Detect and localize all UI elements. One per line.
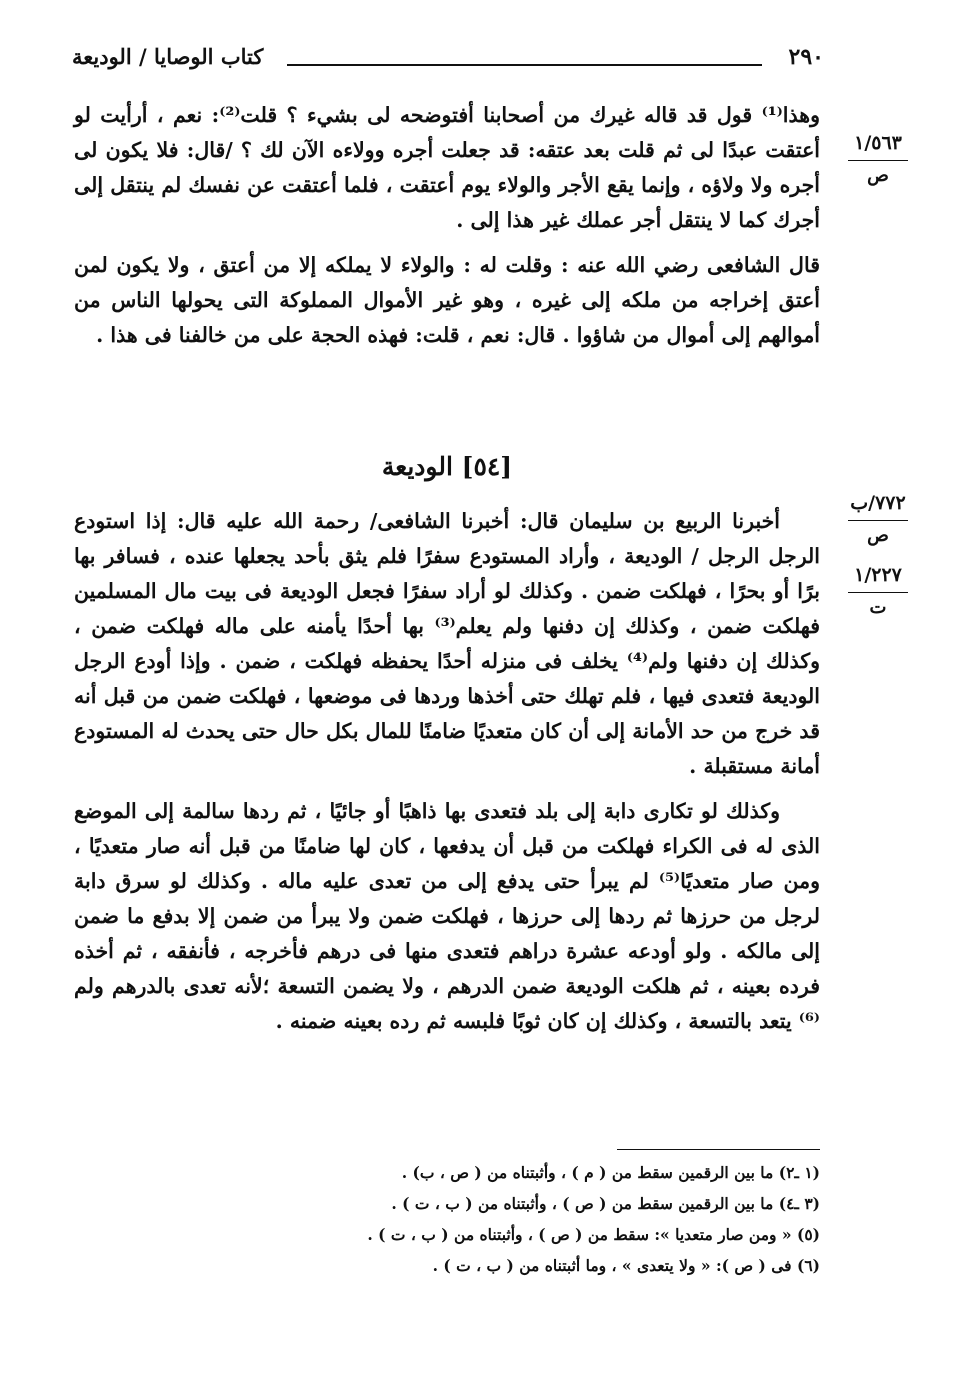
shafii-paragraph bbox=[74, 248, 820, 353]
footnote: (٦) فى ( ص ): « ولا يتعدى » ، وما أثبتناه من ( ب ، ت ) . bbox=[432, 1256, 820, 1275]
section-heading: [٥٤] الوديعة bbox=[381, 452, 513, 481]
footnote: (١ ـ٢) ما بين الرقمين سقط من ( م ) ، وأثبتناه من ( ص ، ب) . bbox=[401, 1163, 820, 1182]
running-title: كتاب الوصايا / الوديعة bbox=[72, 44, 264, 69]
margin-reference-2 bbox=[848, 490, 908, 549]
header-rule bbox=[287, 64, 762, 66]
margin-reference-3 bbox=[848, 562, 908, 621]
running-header bbox=[72, 44, 824, 80]
paragraph: وكذلك لو تكارى دابة إلى بلد فتعدى بها ذاهبًا أو جائيًا ، ثم ردها سالمة إلى الموضع الذى له فى الكراء فهلكت من قبل أن يدفعها ، كان لها ضامنًا من قبل أنه صار متعديًا ، ومن صار متعديًا⁽⁵⁾ لم يبرأ حتى يدفع إلى من تعدى عليه ماله . وكذلك لو سرق دابة لرجل من حرزها ثم ردها إلى حرزها ، فهلكت ضمن ولا يبرأ من ضمن إلا بدفع ما ضمن إلى مالكه . ولو أودعه عشرة دراهم فتعدى منها فى درهم فأخرجه ، فأنفقه ، ثم أخذه فرده بعينه ، ثم هلكت الوديعة ضمن الدرهم ، ولا يضمن التسعة ؛لأنه تعدى بالدرهم ولم ⁽⁶⁾ يتعد بالتسعة ، وكذلك إن كان ثوبًا فلبسه ثم رده بعينه ضمنه . bbox=[74, 799, 821, 1033]
paragraph-lead: قال الشافعى رضي الله عنه bbox=[577, 253, 820, 277]
footnotes bbox=[74, 1157, 820, 1281]
footnote: (٣ ـ٤) ما بين الرقمين سقط من ( ص ) ، وأثبتناه من ( ب ، ت ) . bbox=[391, 1194, 820, 1213]
paragraph: أخبرنا الربيع بن سليمان قال: أخبرنا الشافعى/ رحمة الله عليه قال: إذا استودع الرجل الرجل / الوديعة ، وأراد المستودع سفرًا فلم يثق بأحد يجعلها عنده ، فسافر بها برًا أو بحرًا ، فهلكت ضمن . وكذلك لو أراد سفرًا فجعل الوديعة فى بيت مال المسلمين فهلكت ضمن ، وكذلك إن دفنها ولم يعلم⁽³⁾ بها أحدًا يأمنه على ماله فهلكت ضمن ، وكذلك إن دفنها ولم⁽⁴⁾ يخلف فى منزله أحدًا يحفظه فهلكت ، ضمن . وإذا أودع الرجل الوديعة فتعدى فيها ، فلم تهلك حتى أخذها وردها فى موضعها ، فهلكت ضمن من قبل أنه قد خرج من حد الأمانة إلى أن كان متعديًا ضامنًا للمال بكل حال حتى يحدث له المستودع أمانة مستقبلة . bbox=[74, 509, 820, 778]
page-number: ٢٩٠ bbox=[788, 44, 824, 70]
paragraph-text: : وقلت له : والولاء لا يملكه إلا من أعتق ، ولا يكون لمن أعتق إخراجه من ملكه إلى غيره ، وهو غير الأموال المملوكة التى يحولها الناس من أموالهم إلى أموال من شاؤوا . قال: نعم ، قلت: فهذه الحجة على من خالفنا فى هذا . bbox=[74, 253, 820, 347]
paragraph: وهذا⁽¹⁾ قول قد قاله غيرك من أصحابنا أفتوضحه لى بشيء ؟ قلت⁽²⁾: نعم ، أرأيت لو أعتقت عبدًا لى ثم قلت بعد عتقه: قد جعلت أجره وولاءه الآن لك ؟ /قال: فلا يكون لى أجره ولا ولاؤه ، وإنما يقع الأجر والولاء يوم أعتقت ، فلما أعتقت عن نفسك لم ينتقل إلى أجرك كما لا ينتقل أجر عملك غير هذا إلى . bbox=[74, 103, 820, 232]
footnote-rule bbox=[617, 1149, 820, 1150]
margin-reference-top: ١/٥٦٣ bbox=[854, 132, 902, 154]
margin-reference-top: ٧٧٢/ب bbox=[850, 492, 906, 514]
margin-reference-bottom: ت bbox=[848, 592, 908, 621]
top-text-block bbox=[74, 98, 820, 353]
section-text-block bbox=[74, 504, 820, 1039]
margin-reference-1 bbox=[848, 130, 908, 189]
footnote: (٥) « ومن صار متعديا »: سقط من ( ص ) ، وأثبتناه من ( ب ، ت ) . bbox=[367, 1225, 820, 1244]
margin-reference-bottom: ص bbox=[848, 160, 908, 189]
margin-reference-top: ١/٢٢٧ bbox=[854, 564, 902, 586]
margin-reference-bottom: ص bbox=[848, 520, 908, 549]
